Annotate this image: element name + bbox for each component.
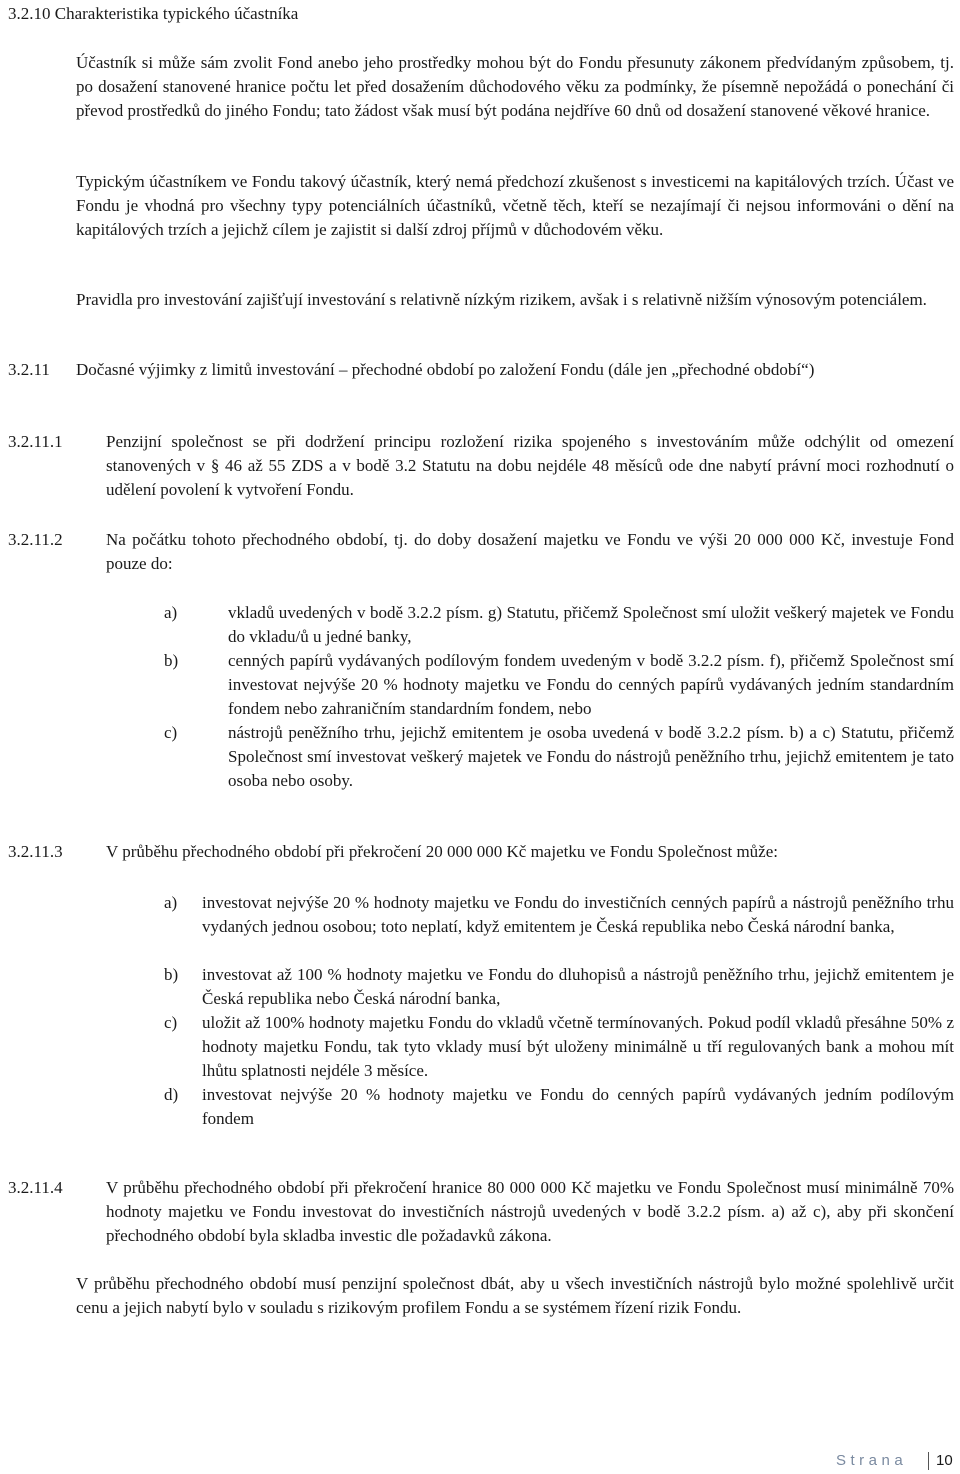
section-number-3-2-11-1: 3.2.11.1 [8, 432, 63, 451]
list-item: investovat až 100 % hodnoty majetku ve Fondu do dluhopisů a nástrojů peněžního trhu, jejichž emitentem je Česká republika nebo Česká národní banka, [202, 965, 954, 1008]
list-item-letter: c) [164, 1013, 178, 1032]
paragraph-closing: V průběhu přechodného období musí penzijní společnost dbát, aby u všech investičních nástrojů bylo možné spolehlivě určit cenu a jejich nabytí bylo v souladu s rizikovým profilem Fondu a se systémem řízení rizik Fondu. [76, 1274, 954, 1317]
paragraph-investment-rules: Pravidla pro investování zajišťují investování s relativně nízkým rizikem, avšak i s relativně nižším výnosovým potenciálem. [76, 290, 927, 309]
list-item-letter: a) [164, 893, 178, 912]
list-item: vkladů uvedených v bodě 3.2.2 písm. g) Statutu, přičemž Společnost smí uložit veškerý majetek ve Fondu do vkladu/ů u jedné banky, [228, 603, 954, 646]
list-item-letter: a) [164, 603, 178, 622]
list-item-letter: b) [164, 651, 179, 670]
section-text-3-2-11-1: Penzijní společnost se při dodržení principu rozložení rizika spojeného s investováním může odchýlit od omezení stanovených v § 46 až 55 ZDS a v bodě 3.2 Statutu na dobu nejdéle 48 měsíců ode dne nabytí právní moci rozhodnutí o udělení povolení k vytvoření Fondu. [106, 432, 954, 499]
footer-divider [928, 1452, 929, 1470]
footer-label: Strana [836, 1452, 908, 1469]
section-number-3-2-11: 3.2.11 [8, 360, 50, 379]
list-item-letter: b) [164, 965, 179, 984]
section-title-3-2-11: Dočasné výjimky z limitů investování – přechodné období po založení Fondu (dále jen „přechodné období“) [76, 360, 815, 379]
page-footer [836, 1450, 960, 1474]
list-item: investovat nejvýše 20 % hodnoty majetku ve Fondu do cenných papírů vydávaných jedním podílovým fondem [202, 1085, 954, 1128]
section-number-3-2-11-2: 3.2.11.2 [8, 530, 63, 549]
paragraph-participant-choice: Účastník si může sám zvolit Fond anebo jeho prostředky mohou být do Fondu přesunuty zákonem předvídaným způsobem, tj. po dosažení stanovené hranice počtu let před dosažením důchodového věku za podmínky, že písemně nepožádá o ponechání či převod prostředků do jiného Fondu; tato žádost však musí být podána nejdříve 60 dnů od dosažení stanovené věkové hranice. [76, 53, 954, 120]
section-text-3-2-11-4: V průběhu přechodného období při překročení hranice 80 000 000 Kč majetku ve Fondu Společnost musí minimálně 70% hodnoty majetku ve Fondu investovat do investičních nástrojů uvedených v bodě 3.2.2 písm. a) až c), aby při skončení přechodného období byla skladba investic dle požadavků zákona. [106, 1178, 954, 1245]
section-heading: 3.2.10 Charakteristika typického účastníka [8, 4, 299, 23]
section-text-3-2-11-3: V průběhu přechodného období při překročení 20 000 000 Kč majetku ve Fondu Společnost může: [106, 842, 778, 861]
list-item: investovat nejvýše 20 % hodnoty majetku ve Fondu do investičních cenných papírů a nástrojů peněžního trhu vydaných jednou osobou; toto neplatí, když emitentem je Česká republika nebo Česká národní banka, [202, 893, 954, 936]
page-number: 10 [936, 1452, 953, 1469]
section-text-3-2-11-2: Na počátku tohoto přechodného období, tj. do doby dosažení majetku ve Fondu ve výši 20 000 000 Kč, investuje Fond pouze do: [106, 530, 954, 573]
section-number-3-2-11-4: 3.2.11.4 [8, 1178, 63, 1197]
list-item: cenných papírů vydávaných podílovým fondem uvedeným v bodě 3.2.2 písm. f), přičemž Společnost smí investovat nejvýše 20 % hodnoty majetku ve Fondu do cenných papírů vydávaných jedním standardním fondem nebo zahraničním standardním fondem, nebo [228, 651, 954, 718]
paragraph-typical-participant: Typickým účastníkem ve Fondu takový účastník, který nemá předchozí zkušenost s investicemi na kapitálových trzích. Účast ve Fondu je vhodná pro všechny typy potenciálních účastníků, včetně těch, kteří se nezajímají či nejsou informováni o dění na kapitálových trzích a jejichž cílem je zajistit si další zdroj příjmů v důchodovém věku. [76, 172, 954, 239]
list-item-letter: c) [164, 723, 178, 742]
section-number-3-2-11-3: 3.2.11.3 [8, 842, 63, 861]
list-item-letter: d) [164, 1085, 179, 1104]
list-item: nástrojů peněžního trhu, jejichž emitentem je osoba uvedená v bodě 3.2.2 písm. b) a c) Statutu, přičemž Společnost smí investovat veškerý majetek ve Fondu do nástrojů peněžního trhu, jejichž emitentem je tato osoba nebo osoby. [228, 723, 954, 790]
list-item: uložit až 100% hodnoty majetku Fondu do vkladů včetně termínovaných. Pokud podíl vkladů přesáhne 50% z hodnoty majetku Fondu, tak tyto vklady musí být uloženy minimálně u tří regulovaných bank a mohou mít lhůtu splatnosti nejdéle 3 měsíce. [202, 1013, 954, 1080]
